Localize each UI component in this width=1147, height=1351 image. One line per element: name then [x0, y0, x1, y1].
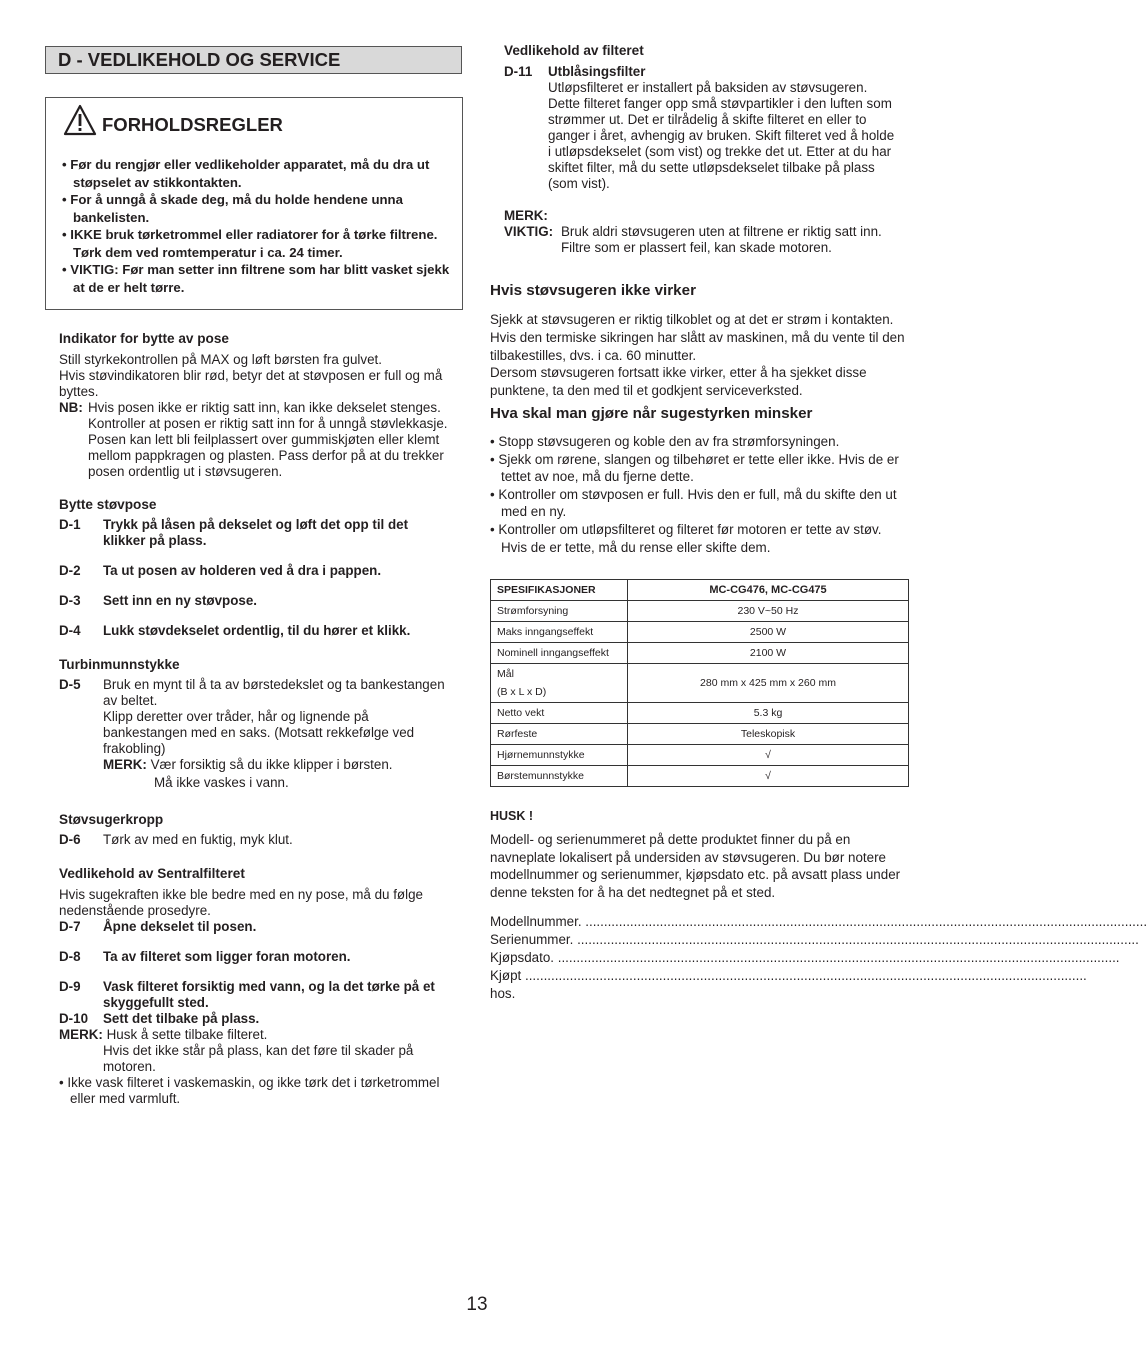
spec-table — [490, 579, 909, 787]
suction-section — [490, 406, 910, 556]
table-row — [491, 724, 909, 745]
page-number: 13 — [466, 1294, 488, 1315]
spec-value: 2100 W — [628, 643, 909, 664]
step-label: D-11 — [504, 64, 533, 79]
step-label: D-7 — [59, 919, 81, 934]
filter-heading: Vedlikehold av filteret — [504, 43, 644, 58]
caution-list — [62, 156, 458, 296]
body-heading: Støvsugerkropp — [59, 812, 164, 827]
step-label: D-2 — [59, 563, 81, 578]
step-label: D-9 — [59, 979, 81, 994]
merk-text: Husk å sette tilbake filteret. — [106, 1027, 268, 1042]
table-row — [491, 601, 909, 622]
step-label: D-3 — [59, 593, 81, 608]
step-row — [59, 623, 454, 639]
step-row — [504, 64, 904, 192]
spec-label: Maks inngangseffekt — [491, 622, 628, 643]
step-text: Ta ut posen av holderen ved å dra i pappen. — [103, 563, 382, 578]
field-label: Serienummer. — [490, 932, 574, 948]
table-row — [491, 622, 909, 643]
notwork-section — [490, 283, 910, 400]
filter-text: Utløpsfilteret er installert på baksiden av støvsugeren. Dette filteret fanger opp små støvpartikler i den luften som strømmer ut. Det er tilrådelig å skifte filteret en eller to ganger i året, avhengig av bruken. Skift filteret ved å holde i utløpsdekselet (som vist) og trekke det ut. Etter at du har skiftet filter, må du sette utløpsdekselet tilbake på plass (som vist). — [548, 80, 895, 191]
turbo-heading: Turbinmunnstykke — [59, 657, 180, 672]
step-label: D-5 — [59, 677, 81, 692]
step-row — [59, 677, 454, 791]
field-label: Kjøpsdato. — [490, 950, 555, 966]
merk-label: MERK: — [59, 1027, 103, 1042]
table-row — [491, 703, 909, 724]
caution-item: • Før du rengjør eller vedlikeholder apparatet, må du dra ut støpselet av stikkontakten. — [62, 157, 430, 190]
warning-icon — [63, 104, 97, 136]
step-text: Tørk av med en fuktig, myk klut. — [103, 832, 293, 847]
nb-label: NB: — [59, 400, 83, 415]
filter-subheading: Utblåsingsfilter — [548, 64, 646, 79]
notwork-text: Sjekk at støvsugeren er riktig tilkoblet og at det er strøm i kontakten. Hvis den termiske sikringen har slått av maskinen, må du vente til den tilbakestilles, dvs. i ca. 60 minutter. Dersom støvsugeren fortsatt ikke virker, etter å ha sjekket disse punktene, ta den med til et godkjent serviceverksted. — [490, 312, 905, 399]
suction-item: • Stopp støvsugeren og koble den av fra strømforsyningen. — [490, 434, 840, 449]
record-field[interactable]: Modellnummer. ....................................................................................................................................................... — [490, 914, 1147, 930]
field-label: Kjøpt hos. — [490, 968, 522, 1002]
remember-text: Modell- og serienummeret på dette produktet finner du på en navneplate lokalisert på undersiden av støvsugeren. Du bør notere modellnummer og serienummer, kjøpsdato etc. på avsatt plass under denne teksten for å ha det nedtegnet på et sted. — [490, 832, 901, 900]
spec-label: Netto vekt — [491, 703, 628, 724]
step-row — [59, 919, 454, 935]
step-text: Sett det tilbake på plass. — [103, 1011, 260, 1026]
step-text: Vask filteret forsiktig med vann, og la det tørke på et skyggefullt sted. — [103, 979, 435, 1010]
central-intro: Hvis sugekraften ikke ble bedre med en ny pose, må du følge nedenstående prosedyre. — [59, 887, 423, 918]
nb-text: Hvis posen ikke er riktig satt inn, kan ikke dekselet stenges. Kontroller at posen er riktig satt inn for å unngå støvlekkasje. Posen kan lett bli feilplassert over gummiskjøten eller klemt mellom pappkragen og plasten. Pass derfor på at du trekker posen ordentlig ut i støvsugeren. — [88, 400, 448, 479]
turbo-text: Bruk en mynt til å ta av børstedekslet og ta bankestangen av beltet. Klipp deretter over tråder, hår og lignende på bankestangen med en saks. (Motsatt rekkefølge ved frakobling) — [103, 677, 445, 756]
spec-label-cell — [491, 664, 628, 703]
remember-heading: HUSK ! — [490, 809, 534, 823]
caution-item: • IKKE bruk tørketrommel eller radiatorer for å tørke filtrene. Tørk dem ved romtemperatur i ca. 24 timer. — [62, 227, 438, 260]
record-field[interactable]: Serienummer. ....................................................................................................................................................... — [490, 932, 1139, 948]
spec-header-value: MC-CG476, MC-CG475 — [628, 580, 909, 601]
spec-label: Mål — [497, 668, 514, 680]
spec-label: Strømforsyning — [491, 601, 628, 622]
step-text: Trykk på låsen på dekselet og løft det opp til det klikker på plass. — [103, 517, 409, 548]
spec-label-2: (B x L x D) — [497, 686, 547, 698]
step-row — [59, 563, 454, 579]
bag-heading: Bytte støvpose — [59, 497, 157, 512]
indicator-text: Still styrkekontrollen på MAX og løft børsten fra gulvet. Hvis støvindikatoren blir rød, betyr det at støvposen er full og må byttes. — [59, 352, 443, 399]
step-label: D-8 — [59, 949, 81, 964]
left-column — [59, 331, 454, 1107]
caution-title: FORHOLDSREGLER — [102, 114, 283, 135]
step-row — [59, 832, 454, 848]
table-row — [491, 745, 909, 766]
suction-heading: Hva skal man gjøre når sugestyrken minsker — [490, 405, 813, 422]
remember-section — [490, 808, 1147, 1003]
suction-item: • Kontroller om støvposen er full. Hvis den er full, må du skifte den ut med en ny. — [490, 486, 897, 520]
spec-value: 2500 W — [628, 622, 909, 643]
merk-label: MERK: — [103, 757, 147, 772]
central-heading: Vedlikehold av Sentralfilteret — [59, 866, 245, 881]
step-row — [59, 979, 454, 1011]
caution-box — [45, 97, 463, 310]
viktig-label: VIKTIG: — [504, 224, 554, 239]
step-row — [59, 1011, 454, 1027]
step-text: Åpne dekselet til posen. — [103, 919, 257, 934]
caution-item: • For å unngå å skade deg, må du holde hendene unna bankelisten. — [62, 192, 403, 225]
spec-label: Børstemunnstykke — [491, 766, 628, 787]
merk-text-2: Hvis det ikke står på plass, kan det føre til skader på motoren. — [103, 1043, 414, 1074]
spec-value: 280 mm x 425 mm x 260 mm — [628, 664, 909, 703]
central-bullet: • Ikke vask filteret i vaskemaskin, og ikke tørk det i tørketrommel eller med varmluft. — [59, 1075, 440, 1106]
table-row — [491, 643, 909, 664]
spec-label: Nominell inngangseffekt — [491, 643, 628, 664]
suction-item: • Kontroller om utløpsfilteret og filteret før motoren er tette av støv. Hvis de er tette, må du rense eller skifte dem. — [490, 521, 882, 555]
step-text: Lukk støvdekselet ordentlig, til du hører et klikk. — [103, 623, 411, 638]
step-row — [59, 593, 454, 609]
spec-header-label: SPESIFIKASJONER — [491, 580, 628, 601]
spec-value: Teleskopisk — [628, 724, 909, 745]
spec-value: 5.3 kg — [628, 703, 909, 724]
section-title: D - VEDLIKEHOLD OG SERVICE — [45, 46, 462, 74]
viktig-row — [504, 224, 904, 256]
filter-section — [504, 43, 904, 256]
spec-label: Rørfeste — [491, 724, 628, 745]
step-text: Ta av filteret som ligger foran motoren. — [103, 949, 351, 964]
spec-value: 230 V~50 Hz — [628, 601, 909, 622]
field-label: Modellnummer. — [490, 914, 582, 930]
record-field[interactable]: Kjøpt hos. ....................................................................................................................................................... — [490, 968, 1087, 1002]
merk-text-2: Må ikke vaskes i vann. — [154, 775, 289, 790]
step-label: D-4 — [59, 623, 81, 638]
step-row — [59, 517, 454, 549]
table-row — [491, 664, 909, 703]
suction-item: • Sjekk om rørene, slangen og tilbehøret er tette eller ikke. Hvis de er tettet av noe, må du fjerne dette. — [490, 451, 899, 485]
step-row — [59, 949, 454, 965]
notwork-heading: Hvis støvsugeren ikke virker — [490, 282, 696, 299]
step-label: D-1 — [59, 517, 81, 532]
spec-value: √ — [628, 745, 909, 766]
merk-text: Vær forsiktig så du ikke klipper i børsten. — [150, 757, 393, 772]
spec-value: √ — [628, 766, 909, 787]
step-label: D-6 — [59, 832, 81, 847]
indicator-heading: Indikator for bytte av pose — [59, 331, 229, 346]
merk-label: MERK: — [504, 208, 548, 223]
spec-label: Hjørnemunnstykke — [491, 745, 628, 766]
table-row — [491, 766, 909, 787]
caution-item: • VIKTIG: Før man setter inn filtrene som har blitt vasket sjekk at de er helt tørre. — [62, 262, 450, 295]
record-field[interactable]: Kjøpsdato. ....................................................................................................................................................... — [490, 950, 1120, 966]
viktig-text: Bruk aldri støvsugeren uten at filtrene er riktig satt inn. Filtre som er plassert feil, kan skade motoren. — [561, 224, 882, 255]
table-row — [491, 580, 909, 601]
step-label: D-10 — [59, 1011, 89, 1026]
step-text: Sett inn en ny støvpose. — [103, 593, 258, 608]
